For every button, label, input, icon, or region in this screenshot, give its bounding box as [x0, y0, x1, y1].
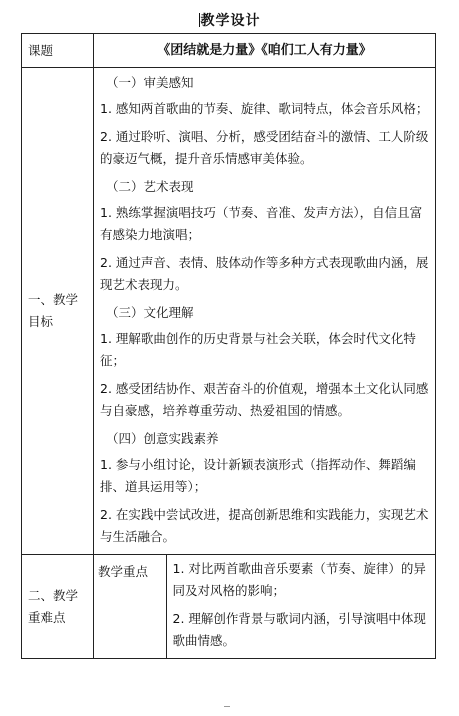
- goal-section-heading: （三）文化理解: [106, 305, 194, 320]
- goals-label: 一、教学目标: [22, 68, 94, 555]
- goal-section-heading: （二）艺术表现: [106, 179, 194, 194]
- course-label: 课题: [22, 34, 94, 68]
- goals-content: [94, 68, 436, 555]
- focus-table: [94, 555, 435, 658]
- focus-item: 1. 对比两首歌曲音乐要素（节奏、旋律）的异同及对风格的影响；: [172, 561, 426, 598]
- goal-item: 1. 感知两首歌曲的节奏、旋律、歌词特点，体会音乐风格；: [100, 101, 429, 116]
- text-cursor: [199, 13, 200, 27]
- goal-section-heading: （四）创意实践素养: [106, 431, 219, 446]
- keypoints-content: [94, 555, 436, 659]
- goals-row: [22, 68, 436, 555]
- page-title: [0, 10, 459, 30]
- goal-item: 2. 感受团结协作、艰苦奋斗的价值观，增强本土文化认同感与自豪感，培养尊重劳动、热爱祖国的情感。: [100, 381, 429, 418]
- keypoints-label: 二、教学重难点: [22, 555, 94, 659]
- goal-item: 1. 参与小组讨论，设计新颖表演形式（指挥动作、舞蹈编排、道具运用等）；: [100, 457, 416, 494]
- goal-item: 2. 通过聆听、演唱、分析，感受团结奋斗的激情、工人阶级的豪迈气概，提升音乐情感审美体验。: [100, 129, 429, 166]
- goal-item: 2. 通过声音、表情、肢体动作等多种方式表现歌曲内涵，展现艺术表现力。: [100, 255, 429, 292]
- lesson-plan-table: [21, 33, 436, 659]
- goal-item: 1. 熟练掌握演唱技巧（节奏、音准、发声方法），自信且富有感染力地演唱；: [100, 205, 423, 242]
- focus-points: [166, 555, 435, 658]
- course-row: [22, 34, 436, 68]
- focus-item: 2. 理解创作背景与歌词内涵，引导演唱中体现歌曲情感。: [172, 611, 426, 648]
- page-title-text: 教学设计: [200, 13, 261, 29]
- keypoints-row: [22, 555, 436, 659]
- focus-label: 教学重点: [94, 555, 166, 658]
- goal-section-heading: （一）审美感知: [106, 75, 194, 90]
- course-name: 《团结就是力量》《咱们工人有力量》: [94, 34, 436, 68]
- goal-item: 1. 理解歌曲创作的历史背景与社会关联，体会时代文化特征；: [100, 331, 416, 368]
- goal-item: 2. 在实践中尝试改进，提高创新思维和实践能力，实现艺术与生活融合。: [100, 507, 429, 544]
- page-bottom-mark: [224, 706, 230, 707]
